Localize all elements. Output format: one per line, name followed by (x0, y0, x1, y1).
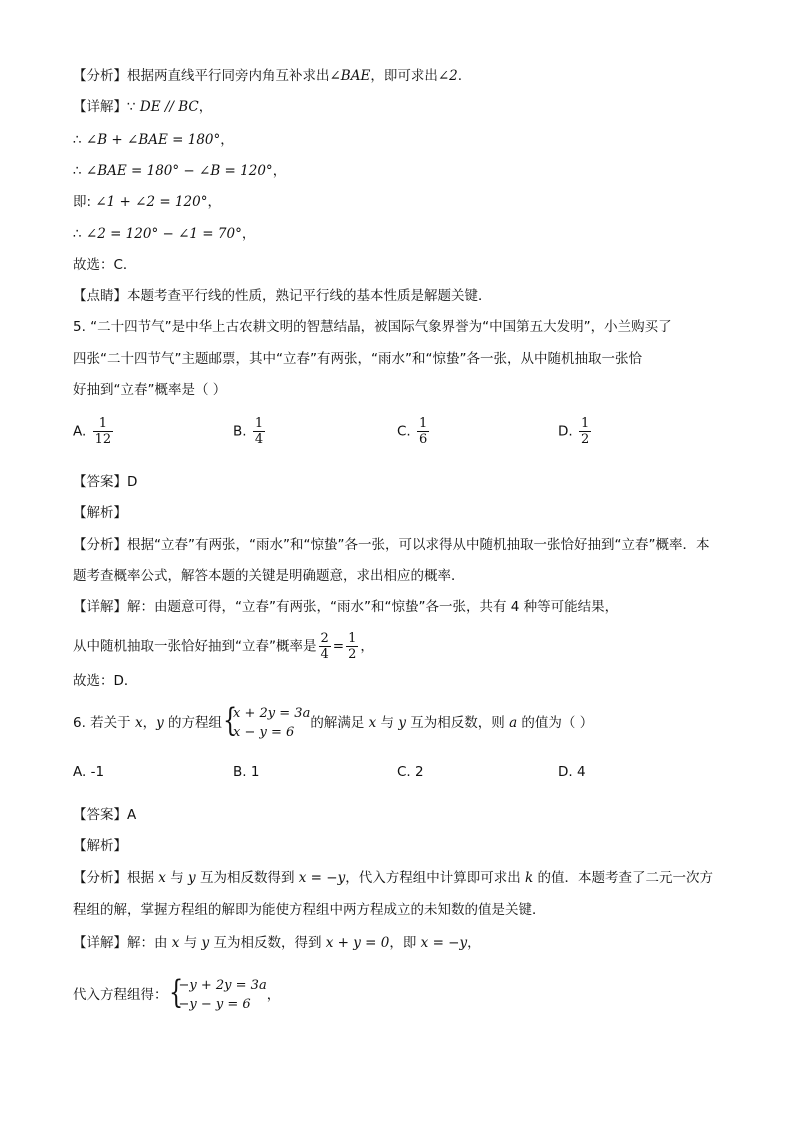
q6-option-d: D. 4 (558, 764, 586, 780)
math: ∠2 = 120° − ∠1 = 70° (85, 226, 242, 242)
q5-analysis-line1: 【分析】根据“立春”有两张，“雨水”和“惊蛰”各一张，可以求得从中随机抽取一张恰好抽到“立春”概率．本 (73, 537, 710, 553)
fraction: $\frac{1}{2}$ (580, 416, 590, 447)
q6-option-c: C. 2 (397, 764, 424, 780)
q5-jiexi-heading: 【解析】 (73, 505, 127, 521)
math: x = −y (298, 870, 346, 886)
text: 从中随机抽取一张恰好抽到“立春”概率是 (73, 638, 317, 655)
analysis-line (73, 67, 462, 85)
text: ，即可求出 (370, 68, 438, 84)
therefore: ∴ (73, 226, 86, 242)
q5-option-d (558, 416, 593, 447)
q6-substitution: 代入方程组得： { −y + 2y = 3a −y − y = 6 ， (73, 976, 280, 1014)
text: 【分析】根据两直线平行同旁内角互补求出 (73, 68, 330, 84)
q5-answer: 【答案】D (73, 474, 138, 490)
math: ∠BAE (329, 68, 371, 84)
q5-analysis-line2: 题考查概率公式，解答本题的关键是明确题意，求出相应的概率． (73, 568, 465, 584)
math: ∠2 (437, 68, 458, 84)
step-line (73, 162, 286, 180)
var-k: k (525, 870, 534, 886)
q5-stem-line3: 好抽到“立春”概率是（ ） (73, 382, 227, 398)
text: ， (207, 194, 221, 210)
q6-stem (73, 701, 594, 742)
detail-line (73, 98, 212, 116)
q6-option-a: A. -1 (73, 764, 105, 780)
text: ， (142, 715, 157, 731)
brace-icon: { (223, 701, 238, 739)
fraction: $\frac{1}{4}$ (254, 416, 264, 447)
var-x: x (171, 935, 180, 951)
option-label: A. (73, 423, 87, 440)
choice-line: 故选：C． (73, 257, 137, 273)
math: DE // BC (139, 99, 199, 115)
q5-choice-line: 故选：D． (73, 673, 138, 689)
comment-line: 【点睛】本题考查平行线的性质，熟记平行线的基本性质是解题关键． (73, 288, 492, 304)
q5-option-b (233, 416, 267, 447)
text: 互为相反数，则 (405, 715, 510, 731)
math: ∠BAE = 180° − ∠B = 120° (85, 163, 273, 179)
text: ， (360, 638, 374, 655)
equation: x + 2y = 3a (233, 706, 311, 721)
var-x: x (158, 870, 166, 886)
text: ， (241, 226, 256, 242)
equals: = (332, 638, 345, 655)
q6-analysis-line1: 【分析】根据 x 与 y 互为相反数得到 x = −y，代入方程组中计算即可求出 k 的值．本题考查了二元一次方 (73, 870, 713, 886)
equation-system (222, 701, 311, 742)
q5-option-c (397, 416, 431, 447)
q6-answer: 【答案】A (73, 807, 137, 823)
var-y: y (398, 715, 406, 731)
math: ∠1 + ∠2 = 120° (95, 194, 208, 210)
var-a: a (509, 715, 518, 731)
text: ， (198, 99, 213, 115)
var-x: x (368, 715, 377, 731)
option-label: D. (558, 423, 573, 440)
text: 的解满足 (310, 715, 369, 731)
equation-system (168, 973, 267, 1014)
text: . (457, 68, 463, 84)
option-label: C. (397, 423, 411, 440)
text: 即: (73, 194, 96, 210)
fraction: $\frac{1}{2}$ (348, 631, 357, 662)
math: x = −y (420, 935, 468, 951)
var-y: y (188, 870, 196, 886)
q6-option-b: B. 1 (233, 764, 260, 780)
equation: −y − y = 6 (178, 997, 251, 1012)
step-line (73, 131, 234, 149)
q5-stem-line2: 四张“二十四节气”主题邮票，其中“立春”有两张，“雨水”和“惊蛰”各一张，从中随机抽取一张恰 (73, 351, 642, 367)
math: x + y = 0 (325, 935, 390, 951)
text: 与 (376, 715, 399, 731)
q5-stem-line1: 5. “二十四节气”是中华上古农耕文明的智慧结晶，被国际气象界誉为“中国第五大发明”，小兰购买了 (73, 319, 672, 335)
fraction: $\frac{2}{4}$ (320, 631, 329, 662)
text: 的值为（ ） (517, 715, 594, 731)
brace-icon: { (168, 973, 183, 1011)
text: ， (220, 132, 234, 148)
therefore: ∴ (73, 132, 86, 148)
equation: −y + 2y = 3a (178, 978, 267, 993)
equation: x − y = 6 (233, 725, 295, 740)
text: ， (272, 163, 287, 179)
therefore: ∴ (73, 163, 86, 179)
fraction: $\frac{1}{12}$ (94, 416, 112, 447)
step-line (73, 193, 221, 211)
q5-option-a (73, 416, 115, 447)
step-line (73, 225, 255, 243)
math: ∠B + ∠BAE = 180° (85, 132, 221, 148)
text: 【详解】∵ (73, 99, 140, 115)
q6-jiexi-heading: 【解析】 (73, 838, 127, 854)
q5-detail-line2 (73, 631, 374, 662)
var-y: y (201, 935, 210, 951)
text: 6. 若关于 (73, 715, 135, 731)
option-label: B. (233, 423, 247, 440)
var-y: y (156, 715, 164, 731)
text: 的方程组 (163, 715, 223, 731)
q6-analysis-line2: 程组的解，掌握方程组的解即为能使方程组中两方程成立的未知数的值是关键． (73, 902, 546, 918)
q6-detail-line1: 【详解】解：由 x 与 y 互为相反数，得到 x + y = 0，即 x = −y， (73, 935, 481, 951)
q5-detail-line1: 【详解】解：由题意可得，“立春”有两张，“雨水”和“惊蛰”各一张，共有 4 种等可能结果， (73, 599, 619, 615)
fraction: $\frac{1}{6}$ (419, 416, 428, 447)
var-x: x (134, 715, 143, 731)
